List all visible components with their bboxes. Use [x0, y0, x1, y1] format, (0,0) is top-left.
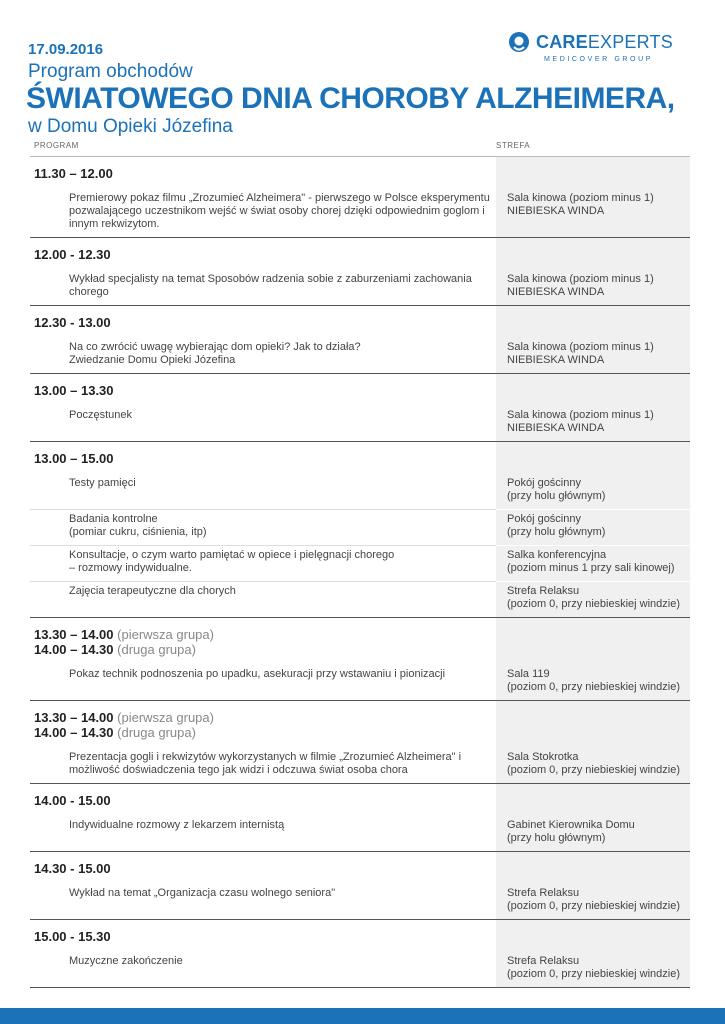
time-line — [34, 315, 496, 330]
time-line — [34, 710, 496, 725]
time-slot — [30, 442, 496, 474]
program-item: Konsultacje, o czym warto pamiętać w opiece i pielęgnacji chorego – rozmowy indywidualne. — [30, 545, 496, 581]
program-item-row — [30, 509, 690, 545]
zone-cell-empty — [496, 852, 690, 884]
schedule-block — [30, 852, 690, 920]
time-slot — [30, 784, 496, 816]
program-item: Poczęstunek — [69, 409, 132, 421]
program-item: Badania kontrolne (pomiar cukru, ciśnienia, itp) — [30, 509, 496, 545]
program-item: Muzyczne zakończenie — [69, 955, 183, 967]
time-row — [30, 852, 690, 884]
program-item-row — [30, 665, 690, 700]
logo-wordmark — [536, 32, 673, 53]
time-range: 14.00 – 14.30 — [34, 642, 114, 657]
time-row — [30, 618, 690, 665]
program-item: Na co zwrócić uwagę wybierając dom opieki? Jak to działa? Zwiedzanie Domu Opieki Józefina — [69, 341, 361, 366]
program-zone: Sala kinowa (poziom minus 1) NIEBIESKA WINDA — [496, 406, 690, 441]
program-item: Premierowy pokaz filmu „Zrozumieć Alzheimera" - pierwszego w Polsce eksperymentu pozwalającego uczestnikom wejść w świat osoby chorej dzięki odpowiednim goglom i innym rekwizytom. — [69, 192, 490, 230]
program-item-row — [30, 406, 690, 441]
program-zone: Sala kinowa (poziom minus 1) NIEBIESKA WINDA — [496, 338, 690, 373]
program-zone: Salka konferencyjna (poziom minus 1 przy sali kinowej) — [496, 545, 690, 581]
group-note: (pierwsza grupa) — [113, 710, 214, 725]
program-item-row — [30, 474, 690, 509]
time-row — [30, 442, 690, 474]
program-item-row — [30, 545, 690, 581]
program-subtitle: Program obchodów — [28, 61, 193, 82]
time-line — [34, 247, 496, 262]
time-line — [34, 166, 496, 181]
program-zone: Strefa Relaksu (poziom 0, przy niebieskiej windzie) — [496, 952, 690, 987]
schedule-block — [30, 306, 690, 374]
column-header-zone: STREFA — [496, 141, 531, 150]
zone-cell-empty — [496, 784, 690, 816]
program-item-row — [30, 816, 690, 851]
time-row — [30, 374, 690, 406]
program-item-row — [30, 270, 690, 305]
group-note: (pierwsza grupa) — [113, 627, 214, 642]
program-item-row — [30, 189, 690, 237]
schedule-block — [30, 701, 690, 784]
time-line — [34, 451, 496, 466]
time-line — [34, 929, 496, 944]
program-zone: Sala 119 (poziom 0, przy niebieskiej windzie) — [496, 665, 690, 700]
schedule-block — [30, 784, 690, 852]
time-range: 13.30 – 14.00 — [34, 710, 114, 725]
zone-cell-empty — [496, 442, 690, 474]
page-title: ŚWIATOWEGO DNIA CHOROBY ALZHEIMERA, — [26, 82, 675, 115]
schedule-block — [30, 238, 690, 306]
program-item: Pokaz technik podnoszenia po upadku, asekuracji przy wstawaniu i pionizacji — [69, 668, 446, 680]
program-zone: Pokój gościnny (przy holu głównym) — [496, 474, 690, 509]
logo-wordmark-light: EXPERTS — [587, 32, 673, 52]
time-slot — [30, 920, 496, 952]
time-row — [30, 157, 690, 189]
program-item: Wykład specjalisty na temat Sposobów radzenia sobie z zaburzeniami zachowania chorego — [69, 273, 472, 298]
zone-cell-empty — [496, 157, 690, 189]
time-range: 13.00 – 13.30 — [34, 383, 114, 398]
footer-bar — [0, 1008, 725, 1024]
time-slot — [30, 374, 496, 406]
time-slot — [30, 238, 496, 270]
time-row — [30, 701, 690, 748]
schedule-table — [30, 157, 690, 988]
program-zone: Gabinet Kierownika Domu (przy holu głównym) — [496, 816, 690, 851]
program-zone: Pokój gościnny (przy holu głównym) — [496, 509, 690, 545]
time-line — [34, 642, 496, 657]
zone-cell-empty — [496, 618, 690, 665]
time-range: 11.30 – 12.00 — [34, 166, 113, 181]
careexperts-logo — [508, 29, 678, 69]
time-row — [30, 784, 690, 816]
program-zone: Sala kinowa (poziom minus 1) NIEBIESKA WINDA — [496, 270, 690, 305]
schedule-block — [30, 618, 690, 701]
program-zone: Strefa Relaksu (poziom 0, przy niebieskiej windzie) — [496, 884, 690, 919]
time-range: 13.30 – 14.00 — [34, 627, 114, 642]
program-item-row — [30, 581, 690, 617]
program-item: Prezentacja gogli i rekwizytów wykorzystanych w filmie „Zrozumieć Alzheimera" i możliwość doświadczenia tego jak widzi i odczuwa świat osoba chora — [69, 751, 462, 776]
time-range: 14.30 - 15.00 — [34, 861, 111, 876]
time-row — [30, 920, 690, 952]
zone-cell-empty — [496, 701, 690, 748]
schedule-block — [30, 920, 690, 988]
schedule-block — [30, 442, 690, 618]
group-note: (druga grupa) — [113, 642, 196, 657]
program-item-row — [30, 338, 690, 373]
time-range: 12.30 - 13.00 — [34, 315, 111, 330]
program-item-row — [30, 952, 690, 987]
program-item-row — [30, 748, 690, 783]
time-slot — [30, 701, 496, 748]
event-date: 17.09.2016 — [28, 41, 104, 58]
time-line — [34, 627, 496, 642]
program-zone: Strefa Relaksu (poziom 0, przy niebieskiej windzie) — [496, 581, 690, 617]
column-header-program: PROGRAM — [34, 141, 79, 150]
time-line — [34, 793, 496, 808]
time-row — [30, 306, 690, 338]
zone-cell-empty — [496, 920, 690, 952]
time-range: 15.00 - 15.30 — [34, 929, 111, 944]
time-slot — [30, 157, 496, 189]
zone-cell-empty — [496, 238, 690, 270]
time-line — [34, 383, 496, 398]
time-slot — [30, 306, 496, 338]
time-range: 14.00 - 15.00 — [34, 793, 111, 808]
schedule-block — [30, 374, 690, 442]
time-range: 14.00 – 14.30 — [34, 725, 114, 740]
logo-tagline: MEDICOVER GROUP — [544, 56, 654, 63]
program-item: Testy pamięci — [69, 477, 136, 489]
time-range: 13.00 – 15.00 — [34, 451, 114, 466]
zone-cell-empty — [496, 306, 690, 338]
group-note: (druga grupa) — [113, 725, 196, 740]
location-subtitle: w Domu Opieki Józefina — [28, 116, 233, 137]
schedule-block — [30, 157, 690, 238]
time-range: 12.00 - 12.30 — [34, 247, 111, 262]
program-zone: Sala kinowa (poziom minus 1) NIEBIESKA WINDA — [496, 189, 690, 237]
program-zone: Sala Stokrotka (poziom 0, przy niebieskiej windzie) — [496, 748, 690, 783]
program-item-row — [30, 884, 690, 919]
logo-wordmark-bold: CARE — [536, 32, 588, 52]
time-line — [34, 725, 496, 740]
zone-cell-empty — [496, 374, 690, 406]
time-slot — [30, 618, 496, 665]
program-item: Zajęcia terapeutyczne dla chorych — [30, 581, 496, 617]
program-item: Indywidualne rozmowy z lekarzem internistą — [69, 819, 285, 831]
careexperts-logo-icon — [508, 31, 530, 53]
time-row — [30, 238, 690, 270]
time-slot — [30, 852, 496, 884]
program-item: Wykład na temat „Organizacja czasu wolnego seniora" — [69, 887, 336, 899]
time-line — [34, 861, 496, 876]
